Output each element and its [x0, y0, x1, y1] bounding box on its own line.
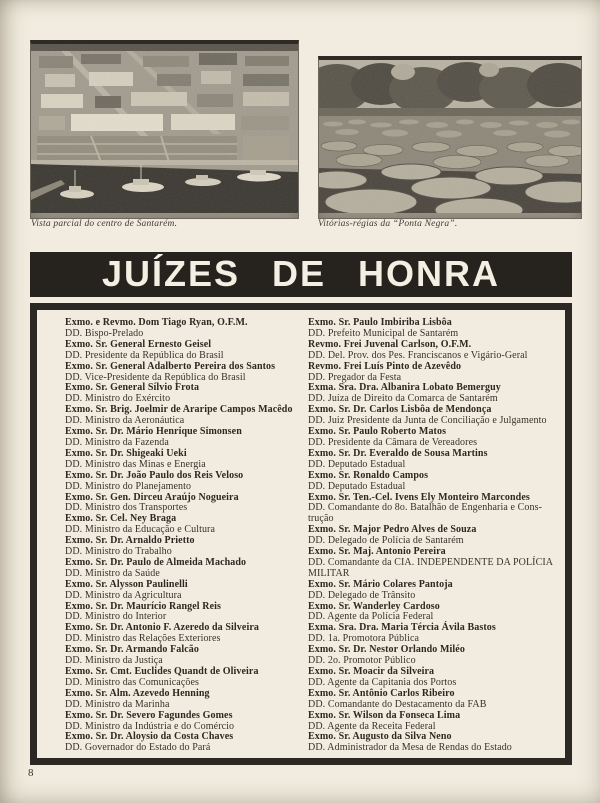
- honor-list-line: DD. Ministro da Justiça: [65, 655, 163, 667]
- page-number: 8: [28, 767, 34, 779]
- honor-list-line: DD. Ministro da Educação e Cultura: [65, 524, 216, 536]
- honor-list-line: Exmo. Sr. Dr. Antonio F. Azeredo da Silveira: [65, 622, 259, 634]
- honor-list-line: Exmo. Sr. Major Pedro Alves de Souza: [308, 524, 477, 536]
- honor-list-line: DD. Administrador da Mesa de Rendas do Estado: [308, 742, 512, 754]
- honor-list-line: Exmo. Sr. Ronaldo Campos: [308, 469, 429, 481]
- honor-list-line: DD. Juíza de Direito da Comarca de Santarém: [308, 393, 498, 405]
- honor-list-right-column: [300, 318, 565, 754]
- honor-list-line: Exma. Sra. Dra. Albanira Lobato Bemerguy: [308, 382, 501, 394]
- honor-list-line: Exmo. Sr. Moacir da Silveira: [308, 666, 435, 677]
- honor-list-line: DD. Ministro da Aeronáutica: [65, 415, 185, 427]
- honor-list-line: Exmo. Sr. Paulo Roberto Matos: [308, 426, 447, 438]
- honor-list-line: DD. Agente da Receita Federal: [308, 720, 436, 732]
- honor-list-line: DD. Bispo-Prelado: [65, 327, 144, 339]
- honor-list-line: Exmo. Sr. Cmt. Euclides Quandt de Oliveira: [65, 666, 259, 677]
- photo-santarem-aerial: [30, 40, 299, 219]
- honor-list-line: DD. Vice-Presidente da República do Brasil: [65, 371, 246, 383]
- honor-list-line: Revmo. Frei Juvenal Carlson, O.F.M.: [308, 338, 472, 350]
- honor-list-line: DD. Ministro das Comunicações: [65, 676, 199, 688]
- honor-list-line: DD. Presidente da Câmara de Vereadores: [308, 436, 478, 448]
- honor-list-line: MILITAR: [308, 567, 350, 579]
- honor-list-line: Exmo. Sr. Dr. João Paulo dos Reis Veloso: [65, 469, 244, 481]
- honor-list-line: Exmo. Sr. Dr. Maurício Rangel Reis: [65, 600, 221, 612]
- honor-list-line: Exmo. Sr. Alysson Paulinelli: [65, 578, 188, 590]
- honor-list-line: DD. Comandante do 8o. Batalhão de Engenharia e Cons-: [308, 502, 543, 514]
- honor-list-line: Exmo. Sr. Dr. Aloysio da Costa Chaves: [65, 731, 234, 743]
- honor-list-line: Exmo. Sr. Dr. Mário Henrique Simonsen: [65, 426, 242, 438]
- honor-list-line: Exmo. Sr. Brig. Joelmir de Araripe Campos Macêdo: [65, 404, 293, 416]
- water-lily-photo-illustration: [319, 60, 581, 213]
- honor-list-line: DD. Ministro das Relações Exteriores: [65, 633, 221, 645]
- honor-list-line: DD. Ministro do Exército: [65, 393, 171, 405]
- honor-list-line: DD. Ministro do Interior: [65, 611, 167, 623]
- honor-list-columns: [37, 310, 565, 754]
- honor-list-line: DD. Agente da Capitania dos Portos: [308, 676, 457, 688]
- honor-list-box: [30, 303, 572, 765]
- honor-list-line: Exmo. Sr. Antônio Carlos Ribeiro: [308, 687, 455, 699]
- honor-list-line: Revmo. Frei Luís Pinto de Azevêdo: [308, 360, 462, 372]
- honor-list-line: DD. Del. Prov. dos Pes. Franciscanos e Vigário-Geral: [308, 349, 528, 361]
- honor-list-line: Exmo. Sr. Mário Colares Pantoja: [308, 578, 453, 590]
- honor-list-line: Exmo. Sr. General Adalberto Pereira dos Santos: [65, 360, 276, 372]
- honor-list-line: DD. 2o. Promotor Público: [308, 655, 416, 667]
- honor-list-line: DD. Delegado de Trânsito: [308, 589, 416, 601]
- honor-list-line: Exmo. Sr. Wilson da Fonseca Lima: [308, 709, 461, 721]
- honor-list-line: Exmo. Sr. Augusto da Silva Neno: [308, 731, 452, 743]
- honor-list-line: Exmo. Sr. Dr. Carlos Lisbôa de Mendonça: [308, 404, 492, 416]
- honor-list-line: DD. Delegado de Polícia de Santarém: [308, 535, 464, 547]
- honor-list-line: DD. 1a. Promotora Pública: [308, 633, 420, 645]
- photo-vitorias-regias: [318, 56, 582, 219]
- honor-list-line: DD. Ministro do Trabalho: [65, 546, 172, 558]
- honor-list-line: DD. Ministro da Fazenda: [65, 436, 169, 448]
- honor-list-line: Exmo. Sr. General Ernesto Geisel: [65, 338, 212, 350]
- honor-list-line: Exma. Sra. Dra. Maria Tércia Ávila Bastos: [308, 622, 496, 634]
- honor-list-line: Exmo. Sr. Maj. Antonio Pereira: [308, 546, 446, 558]
- honor-list-line: DD. Presidente da República do Brasil: [65, 349, 224, 361]
- santarem-photo-illustration: [31, 44, 298, 213]
- honor-list-line: DD. Ministro da Indústria e do Comércio: [65, 720, 235, 732]
- honor-list-line: DD. Pregador da Festa: [308, 371, 402, 383]
- honor-list-line: Exmo. Sr. Dr. Armando Falcão: [65, 644, 200, 656]
- honor-list-left-column: [37, 318, 300, 754]
- honor-list-line: DD. Deputado Estadual: [308, 480, 406, 492]
- honor-list-line: DD. Ministro do Planejamento: [65, 480, 192, 492]
- honor-banner: [30, 252, 572, 297]
- honor-list-line: Exmo. Sr. Cel. Ney Braga: [65, 513, 177, 525]
- honor-list-line: Exmo. Sr. Dr. Nestor Orlando Miléo: [308, 644, 465, 656]
- honor-list-line: Exmo. Sr. Paulo Imbiriba Lisbôa: [308, 317, 452, 328]
- honor-list-line: DD. Governador do Estado do Pará: [65, 742, 211, 754]
- photo-caption-left: Vista parcial do centro de Santarém.: [31, 219, 178, 229]
- honor-list-line: Exmo. Sr. Dr. Severo Fagundes Gomes: [65, 709, 233, 721]
- honor-list-line: Exmo. Sr. Dr. Everaldo de Sousa Martins: [308, 447, 488, 459]
- honor-list-line: Exmo. e Revmo. Dom Tiago Ryan, O.F.M.: [65, 317, 248, 328]
- honor-list-line: DD. Deputado Estadual: [308, 458, 406, 470]
- honor-list-line: Exmo. Sr. General Sílvio Frota: [65, 382, 200, 394]
- honor-list-line: DD. Ministro da Saúde: [65, 567, 160, 579]
- honor-list-line: DD. Comandante do Destacamento da FAB: [308, 698, 487, 710]
- honor-list-line: Exmo. Sr. Dr. Shigeaki Ueki: [65, 447, 187, 459]
- banner-title: JUÍZES DE HONRA: [101, 252, 501, 294]
- honor-list-line: Exmo. Sr. Wanderley Cardoso: [308, 600, 440, 612]
- honor-list-line: Exmo. Sr. Dr. Arnaldo Prietto: [65, 535, 195, 547]
- honor-list-line: DD. Ministro da Marinha: [65, 698, 170, 710]
- photo-caption-right: Vitórias-régias da “Ponta Negra”.: [318, 219, 458, 229]
- honor-list-line: DD. Agente da Polícia Federal: [308, 611, 434, 623]
- honor-list-line: DD. Comandante da CIA. INDEPENDENTE DA POLÍCIA: [308, 556, 554, 568]
- honor-list-line: DD. Ministro da Agricultura: [65, 589, 182, 601]
- honor-list-line: DD. Juiz Presidente da Junta de Conciliação e Julgamento: [308, 415, 547, 427]
- honor-list-line: Exmo. Sr. Alm. Azevedo Henning: [65, 687, 210, 699]
- honor-list-line: Exmo. Sr. Gen. Dirceu Araújo Nogueira: [65, 491, 239, 503]
- honor-list-line: Exmo. Sr. Dr. Paulo de Almeida Machado: [65, 556, 247, 568]
- honor-list-line: trução: [308, 513, 334, 525]
- honor-list-line: DD. Prefeito Municipal de Santarém: [308, 327, 459, 339]
- honor-list-line: DD. Ministro das Minas e Energia: [65, 458, 206, 470]
- honor-list-line: DD. Ministro dos Transportes: [65, 502, 188, 514]
- honor-list-line: Exmo. Sr. Ten.-Cel. Ivens Ely Monteiro Marcondes: [308, 491, 530, 503]
